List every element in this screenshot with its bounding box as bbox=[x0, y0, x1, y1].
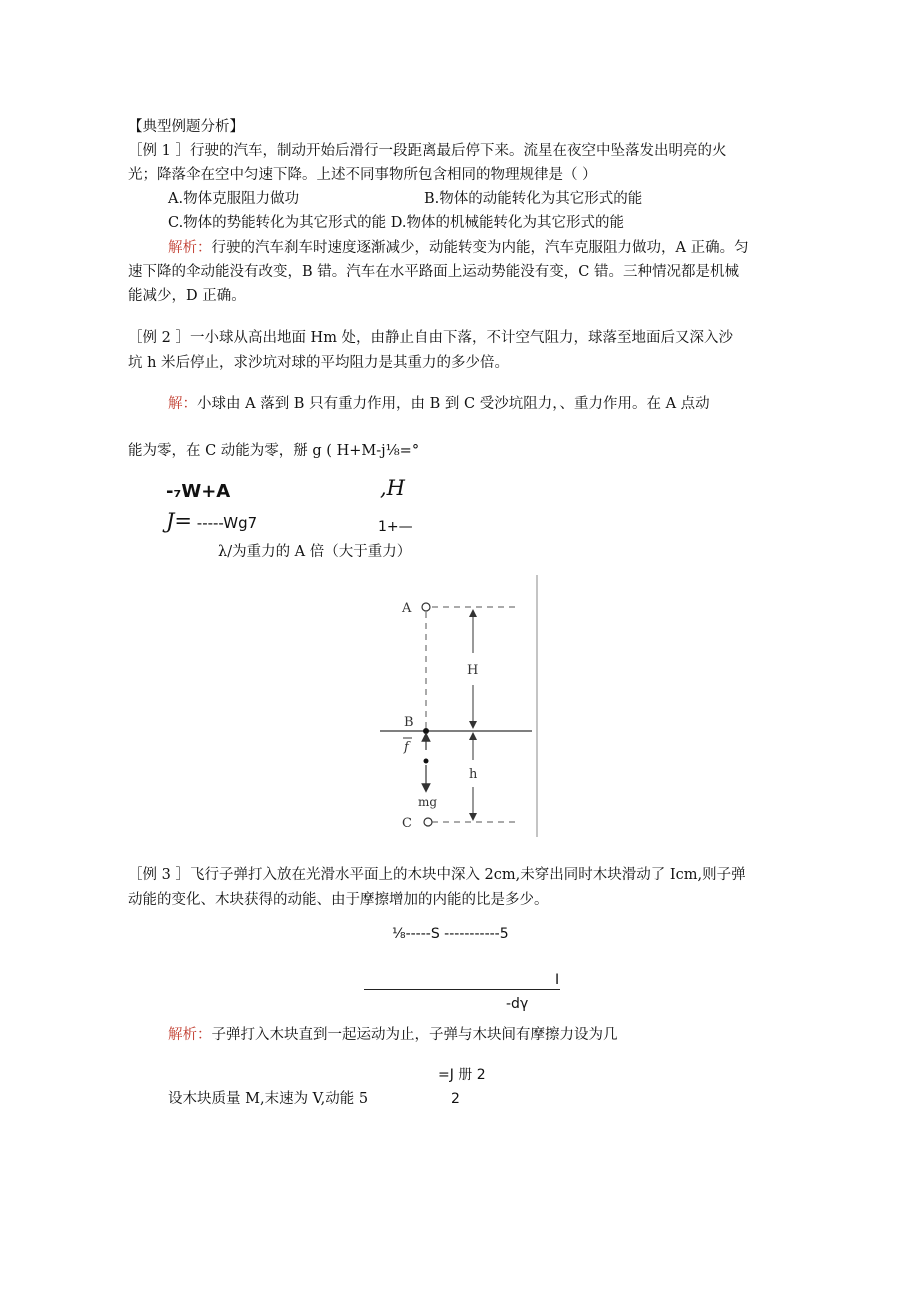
example-1-question-line-1: ［例 1 ］行驶的汽车，制动开始后滑行一段距离最后停下来。流星在夜空中坠落发出明亮的火 bbox=[128, 143, 727, 159]
example-1-option-a: A.物体克服阻力做功 bbox=[168, 191, 300, 207]
answer-text: 行驶的汽车刹车时速度逐渐减少，动能转变为内能，汽车克服阻力做功，A 正确。匀 bbox=[211, 240, 749, 256]
equation-2 bbox=[166, 511, 257, 534]
example-2-solution-line-1 bbox=[168, 394, 710, 414]
ball-at-b bbox=[423, 728, 429, 734]
example-1-answer-line-1 bbox=[168, 238, 749, 258]
answer-label: 解析： bbox=[168, 240, 212, 256]
example-2-question-line-1: ［例 2 ］一小球从高出地面 Hm 处，由静止自由下落，不计空气阻力，球落至地面后又深入沙 bbox=[128, 330, 734, 346]
solution-label: 解： bbox=[168, 396, 197, 412]
ball-at-a bbox=[422, 603, 430, 611]
figure-3-right-label: I bbox=[555, 972, 560, 988]
example-2-solution-line-2: 能为零，在 C 动能为零，掰 g ( H+M-j⅛=° bbox=[128, 443, 420, 459]
equation-2-middle: -----Wg7 bbox=[192, 514, 258, 532]
label-big-h: H bbox=[467, 663, 479, 678]
figure-3-bottom-label: -dγ bbox=[506, 996, 529, 1012]
example-2-question-line-2: 坑 h 米后停止，求沙坑对球的平均阻力是其重力的多少倍。 bbox=[128, 355, 510, 371]
equation-3: λ/为重力的 A 倍（大于重力） bbox=[218, 544, 412, 560]
label-c: C bbox=[402, 816, 412, 831]
label-f: f bbox=[404, 740, 409, 755]
equation-2-right: 1+— bbox=[378, 519, 413, 535]
ball-at-c bbox=[424, 818, 432, 826]
answer-label: 解析： bbox=[168, 1027, 212, 1043]
figure-3-block-line bbox=[432, 989, 560, 990]
solution-text: 小球由 A 落到 B 只有重力作用，由 B 到 C 受沙坑阻力，、重力作用。在 A 点动 bbox=[197, 396, 710, 412]
example-1-answer-line-2: 速下降的伞动能没有改变，B 错。汽车在水平路面上运动势能没有变，C 错。三种情况都是机械 bbox=[128, 264, 739, 280]
example-3-equation-2-left: 设木块质量 M,末速为 V,动能 5 bbox=[168, 1091, 369, 1107]
example-1-question-line-2: 光；降落伞在空中匀速下降。上述不同事物所包含相同的物理规律是（ ） bbox=[128, 167, 597, 183]
equation-2-j: J= bbox=[166, 509, 193, 533]
example-1-option-c-d: C.物体的势能转化为其它形式的能 D.物体的机械能转化为其它形式的能 bbox=[168, 215, 625, 231]
answer-text: 子弹打入木块直到一起运动为止，子弹与木块间有摩擦力设为几 bbox=[211, 1027, 618, 1043]
label-a: A bbox=[402, 601, 412, 616]
figure-3-bullet-line bbox=[364, 989, 432, 990]
label-mg: mg bbox=[418, 795, 438, 809]
equation-1-left: -₇W+A bbox=[166, 481, 231, 502]
label-b: B bbox=[404, 715, 414, 730]
example-1-option-b: B.物体的动能转化为其它形式的能 bbox=[424, 191, 643, 207]
equation-1-right: ,H bbox=[380, 476, 405, 500]
example-1-answer-line-3: 能减少，D 正确。 bbox=[128, 288, 246, 304]
example-3-question-line-2: 动能的变化、木块获得的动能、由于摩擦增加的内能的比是多少。 bbox=[128, 892, 549, 908]
falling-ball-diagram bbox=[370, 575, 550, 837]
ball-in-sand bbox=[424, 759, 429, 764]
example-3-question-line-1: ［例 3 ］飞行子弹打入放在光滑水平面上的木块中深入 2cm,未穿出同时木块滑动了 Icm,则子弹 bbox=[128, 867, 746, 883]
example-3-answer-line-1 bbox=[168, 1025, 618, 1045]
section-heading: 【典型例题分析】 bbox=[128, 119, 244, 135]
figure-3-top-label: ⅛-----S -----------5 bbox=[392, 926, 509, 942]
example-3-equation-1: =J 册 2 bbox=[438, 1067, 486, 1083]
example-3-equation-2-right: 2 bbox=[451, 1091, 460, 1107]
label-small-h: h bbox=[469, 767, 478, 782]
